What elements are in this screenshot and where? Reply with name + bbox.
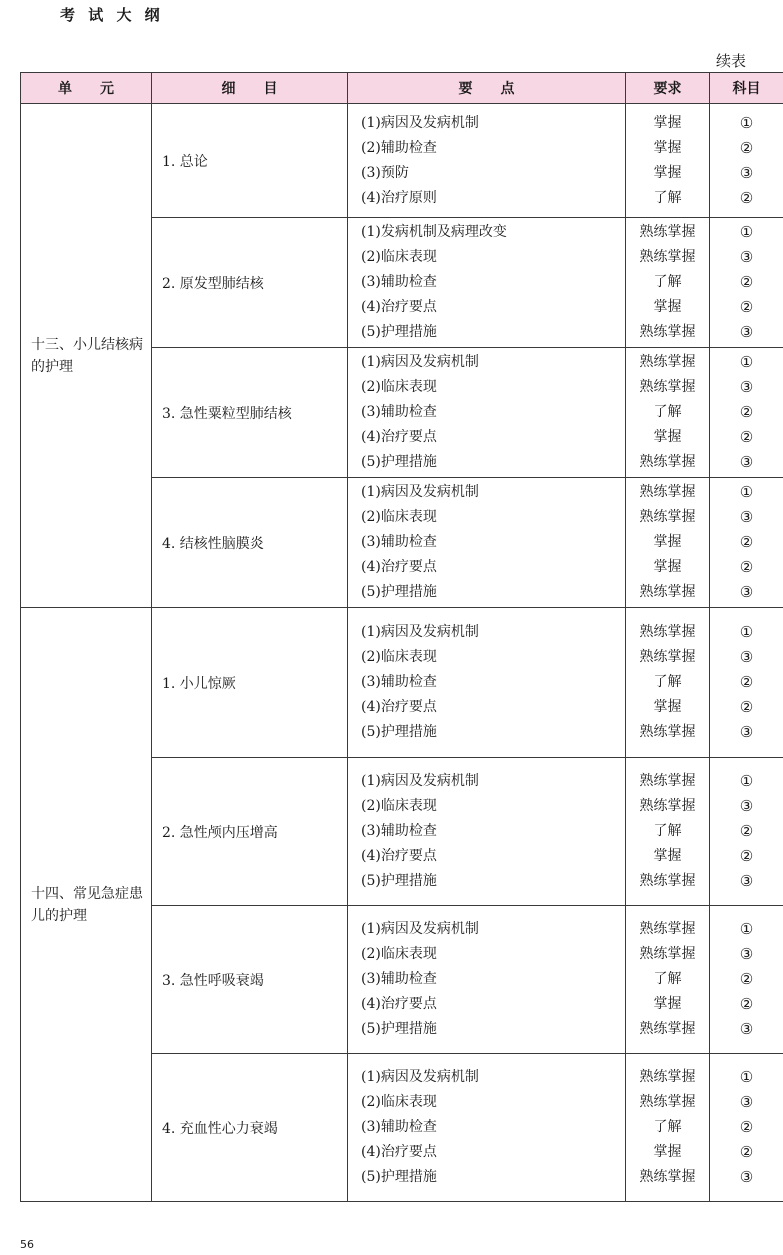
page-header-title: 考 试 大 纲 [60,6,164,24]
points-cell [348,478,626,608]
requirement-item: 掌握 [653,1144,682,1160]
requirement-item: 掌握 [653,299,682,315]
table-row [21,104,783,218]
requirement-item: 掌握 [653,699,682,715]
point-item-list [348,111,625,211]
subjects-cell [710,348,783,478]
requirement-item: 熟练掌握 [639,773,696,789]
points-cell [348,1054,626,1202]
point-item: (3)辅助检查 [361,404,437,420]
subject-item: ③ [739,648,754,666]
point-item-list [348,480,625,605]
requirement-item-list [626,350,709,475]
requirement-item: 熟练掌握 [639,454,696,470]
subject-item: ③ [739,323,754,341]
requirement-item: 熟练掌握 [639,921,696,937]
subject-item-list [710,917,783,1042]
point-item: (2)辅助检查 [361,139,437,156]
point-item-list [348,1065,625,1190]
subject-item: ① [739,772,754,790]
subjects-cell [710,608,783,758]
column-header-requirement: 要求 [626,73,710,104]
point-item: (4)治疗要点 [361,429,437,445]
subject-item: ② [739,558,754,576]
subject-item: ① [739,920,754,938]
subjects-cell [710,906,783,1054]
points-cell [348,906,626,1054]
requirement-item: 掌握 [653,429,682,445]
table-body [21,104,783,1202]
point-item: (4)治疗要点 [361,699,437,715]
column-header-unit: 单 元 [21,73,152,104]
point-item: (5)护理措施 [361,454,437,470]
continued-label: 续表 [716,52,747,70]
point-item: (3)辅助检查 [361,1119,437,1135]
requirement-item: 掌握 [653,164,682,181]
requirements-cell [626,104,710,218]
requirements-cell [626,608,710,758]
subject-item: ③ [739,378,754,396]
requirement-item: 熟练掌握 [639,249,696,265]
column-header-detail: 细 目 [152,73,348,104]
points-cell [348,104,626,218]
subjects-cell [710,478,783,608]
subjects-cell [710,218,783,348]
subject-item: ③ [739,508,754,526]
subject-item: ① [739,353,754,371]
point-item: (4)治疗要点 [361,559,437,575]
requirement-item: 熟练掌握 [639,484,696,500]
requirement-item: 熟练掌握 [639,1094,696,1110]
requirement-item: 掌握 [653,114,682,131]
requirement-item: 熟练掌握 [639,584,696,600]
requirement-item: 掌握 [653,559,682,575]
point-item: (2)临床表现 [361,798,437,814]
subject-item: ② [739,822,754,840]
requirements-cell [626,348,710,478]
detail-title-cell: 1. 小儿惊厥 [152,608,348,758]
point-item: (3)辅助检查 [361,823,437,839]
subject-item: ① [739,623,754,641]
subject-item-list [710,769,783,894]
subject-item: ③ [739,872,754,890]
point-item: (3)辅助检查 [361,274,437,290]
requirement-item: 掌握 [653,848,682,864]
subject-item: ② [739,995,754,1013]
requirement-item-list [626,769,709,894]
point-item: (4)治疗要点 [361,1144,437,1160]
point-item: (4)治疗原则 [361,189,437,206]
subject-item-list [710,220,783,345]
subject-item: ③ [739,163,754,182]
subject-item: ③ [739,453,754,471]
detail-title-cell: 4. 结核性脑膜炎 [152,478,348,608]
point-item: (1)病因及发病机制 [361,921,479,937]
point-item: (2)临床表现 [361,946,437,962]
point-item: (4)治疗要点 [361,299,437,315]
requirement-item: 了解 [653,274,682,290]
subject-item-list [710,111,783,211]
unit-name-cell: 十三、小儿结核病的护理 [21,104,152,608]
requirement-item: 熟练掌握 [639,1069,696,1085]
requirement-item: 熟练掌握 [639,724,696,740]
subject-item: ③ [739,1168,754,1186]
point-item: (2)临床表现 [361,509,437,525]
point-item: (3)辅助检查 [361,674,437,690]
requirement-item-list [626,917,709,1042]
requirement-item: 熟练掌握 [639,624,696,640]
subject-item: ③ [739,945,754,963]
detail-title-cell: 2. 急性颅内压增高 [152,758,348,906]
subject-item: ③ [739,797,754,815]
column-header-point: 要 点 [348,73,626,104]
unit-name-cell: 十四、常见急症患儿的护理 [21,608,152,1202]
detail-title-cell: 1. 总论 [152,104,348,218]
point-item-list [348,769,625,894]
point-item: (1)病因及发病机制 [361,1069,479,1085]
subject-item: ② [739,403,754,421]
requirement-item: 熟练掌握 [639,1021,696,1037]
requirement-item: 了解 [653,404,682,420]
page-number: 56 [20,1238,34,1251]
detail-title-cell: 3. 急性粟粒型肺结核 [152,348,348,478]
table-row [21,608,783,758]
point-item: (5)护理措施 [361,873,437,889]
point-item: (5)护理措施 [361,724,437,740]
subject-item: ② [739,188,754,207]
point-item: (4)治疗要点 [361,996,437,1012]
point-item-list [348,220,625,345]
point-item: (2)临床表现 [361,379,437,395]
requirement-item: 熟练掌握 [639,324,696,340]
subject-item: ② [739,847,754,865]
requirement-item: 了解 [653,674,682,690]
point-item-list [348,620,625,745]
point-item: (5)护理措施 [361,1169,437,1185]
point-item: (1)病因及发病机制 [361,624,479,640]
requirement-item: 熟练掌握 [639,224,696,240]
point-item: (3)预防 [361,164,409,181]
point-item: (5)护理措施 [361,324,437,340]
subject-item-list [710,1065,783,1190]
requirement-item: 掌握 [653,534,682,550]
points-cell [348,218,626,348]
requirement-item: 熟练掌握 [639,354,696,370]
points-cell [348,608,626,758]
subject-item: ③ [739,583,754,601]
subject-item: ② [739,970,754,988]
subject-item: ① [739,1068,754,1086]
point-item: (2)临床表现 [361,649,437,665]
point-item-list [348,350,625,475]
subject-item: ② [739,273,754,291]
point-item: (5)护理措施 [361,584,437,600]
subject-item: ③ [739,723,754,741]
requirement-item-list [626,620,709,745]
subject-item: ③ [739,1093,754,1111]
subject-item: ② [739,298,754,316]
requirement-item: 掌握 [653,139,682,156]
point-item: (2)临床表现 [361,1094,437,1110]
subjects-cell [710,1054,783,1202]
requirement-item: 了解 [653,971,682,987]
requirement-item: 了解 [653,1119,682,1135]
subject-item: ① [739,113,754,132]
point-item: (1)病因及发病机制 [361,114,479,131]
points-cell [348,758,626,906]
point-item: (4)治疗要点 [361,848,437,864]
table-header [21,73,783,104]
subject-item: ③ [739,248,754,266]
requirement-item: 熟练掌握 [639,798,696,814]
column-header-subject: 科目 [710,73,783,104]
requirements-cell [626,478,710,608]
subject-item: ② [739,428,754,446]
subject-item: ② [739,698,754,716]
requirements-cell [626,758,710,906]
point-item: (1)发病机制及病理改变 [361,224,507,240]
subjects-cell [710,104,783,218]
requirement-item-list [626,1065,709,1190]
subject-item-list [710,480,783,605]
requirements-cell [626,1054,710,1202]
requirement-item: 熟练掌握 [639,1169,696,1185]
requirement-item-list [626,220,709,345]
requirements-cell [626,906,710,1054]
subject-item: ② [739,1118,754,1136]
subject-item-list [710,350,783,475]
detail-title-cell: 3. 急性呼吸衰竭 [152,906,348,1054]
point-item: (3)辅助检查 [361,534,437,550]
point-item: (2)临床表现 [361,249,437,265]
exam-outline-table [20,72,783,1202]
subjects-cell [710,758,783,906]
requirement-item: 熟练掌握 [639,946,696,962]
requirement-item: 掌握 [653,996,682,1012]
subject-item: ① [739,223,754,241]
point-item: (3)辅助检查 [361,971,437,987]
subject-item: ① [739,483,754,501]
subject-item: ② [739,673,754,691]
requirement-item: 熟练掌握 [639,649,696,665]
point-item: (1)病因及发病机制 [361,773,479,789]
subject-item: ② [739,1143,754,1161]
requirement-item: 熟练掌握 [639,379,696,395]
requirement-item-list [626,480,709,605]
subject-item: ② [739,138,754,157]
requirements-cell [626,218,710,348]
subject-item: ③ [739,1020,754,1038]
point-item: (1)病因及发病机制 [361,484,479,500]
requirement-item: 熟练掌握 [639,509,696,525]
requirement-item: 熟练掌握 [639,873,696,889]
subject-item: ② [739,533,754,551]
requirement-item-list [626,111,709,211]
points-cell [348,348,626,478]
requirement-item: 了解 [653,189,682,206]
detail-title-cell: 4. 充血性心力衰竭 [152,1054,348,1202]
point-item: (5)护理措施 [361,1021,437,1037]
detail-title-cell: 2. 原发型肺结核 [152,218,348,348]
requirement-item: 了解 [653,823,682,839]
point-item: (1)病因及发病机制 [361,354,479,370]
subject-item-list [710,620,783,745]
point-item-list [348,917,625,1042]
